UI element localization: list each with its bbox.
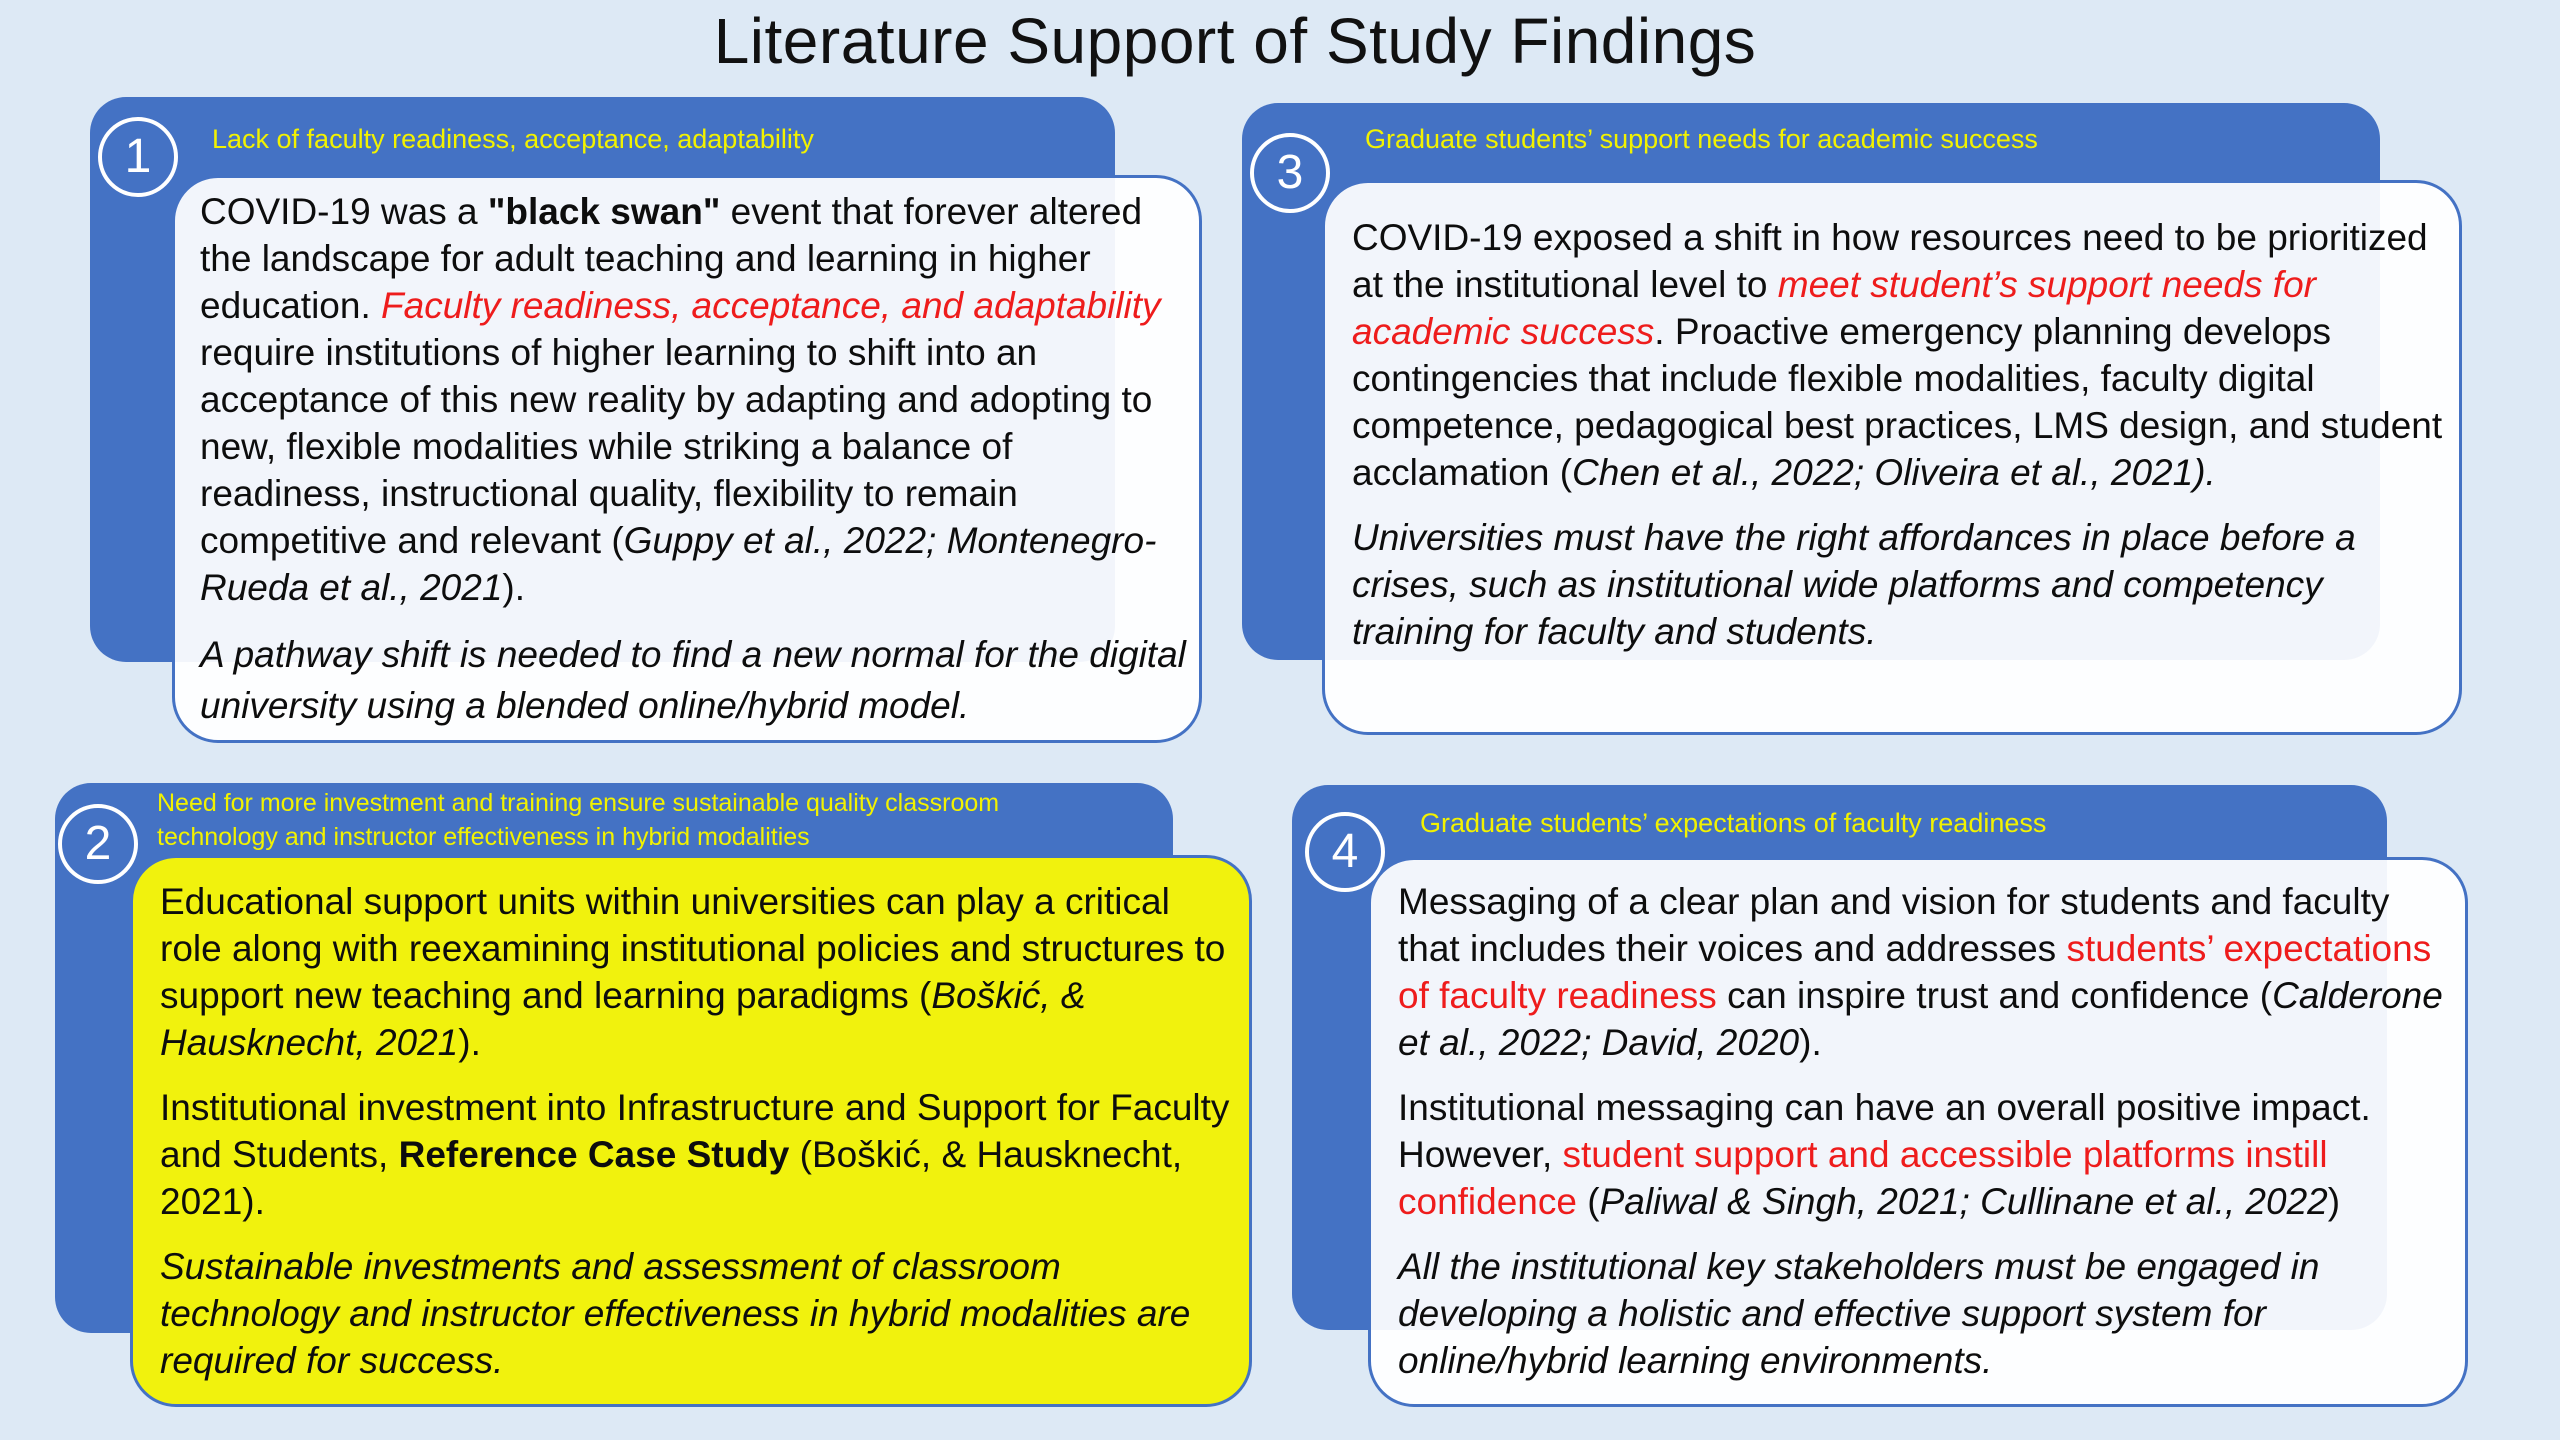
panel-4-label: Graduate students’ expectations of faculty readiness (1420, 808, 2047, 838)
panel-1-paragraph-2: A pathway shift is needed to find a new normal for the digital university using a blended online/hybrid model. (200, 634, 1186, 726)
reference-case-study: Reference Case Study (398, 1134, 790, 1175)
panel-3-text (1352, 214, 2447, 673)
panel-4-paragraph-1: Messaging of a clear plan and vision for students and faculty that includes their voices and addresses students’ expectations of faculty readiness can inspire trust and confidence (Calderone et al., 2022; David, 2020). (1398, 881, 2443, 1063)
panel-4-highlight-2: student support and accessible platforms instill confidence (1398, 1134, 2328, 1222)
panel-1-text (200, 188, 1190, 749)
panel-2-label: Need for more investment and training ensure sustainable quality classroom technology and instructor effectiveness in hybrid modalities (157, 789, 1000, 851)
panel-3-number: 3 (1250, 133, 1330, 213)
panel-3-highlight: meet student’s support needs for academic success (1352, 264, 2316, 352)
panel-2-number: 2 (58, 804, 138, 884)
panel-4-text (1398, 878, 2458, 1402)
panel-4-paragraph-3: All the institutional key stakeholders must be engaged in developing a holistic and effective support system for online/hybrid learning environments. (1398, 1246, 2320, 1381)
slide-title: Literature Support of Study Findings (713, 5, 1757, 77)
panel-1-label: Lack of faculty readiness, acceptance, adaptability (212, 124, 814, 154)
panel-4-highlight-1: students’ expectations of faculty readiness (1398, 928, 2432, 1016)
panel-1-number: 1 (98, 117, 178, 197)
panel-4-number: 4 (1305, 812, 1385, 892)
panel-2-paragraph-2: Institutional investment into Infrastructure and Support for Faculty and Students, Reference Case Study (Boškić, & Hausknecht, 2021). (160, 1087, 1230, 1222)
panel-3-paragraph-1: COVID-19 exposed a shift in how resources need to be prioritized at the institutional level to meet student’s support needs for academic success. Proactive emergency planning develops contingencies that include flexible modalities, faculty digital competence, pedagogical best practices, LMS design, and student acclamation (Chen et al., 2022; Oliveira et al., 2021). (1352, 217, 2443, 493)
panel-2-text (160, 878, 1240, 1402)
panel-2-paragraph-1: Educational support units within universities can play a critical role along with reexamining institutional policies and structures to support new teaching and learning paradigms (Boškić, & Hausknecht, 2021). (160, 881, 1226, 1063)
panel-4-paragraph-2: Institutional messaging can have an overall positive impact. However, student support and accessible platforms instill confidence (Paliwal & Singh, 2021; Cullinane et al., 2022) (1398, 1087, 2371, 1222)
panel-1-paragraph-1: COVID-19 was a "black swan" event that forever altered the landscape for adult teaching and learning in higher education. Faculty readiness, acceptance, and adaptability require institutions of higher learning to shift into an acceptance of this new reality by adapting and adopting to new, flexible modalities while striking a balance of readiness, instructional quality, flexibility to remain competitive and relevant (Guppy et al., 2022; Montenegro-Rueda et al., 2021). (200, 191, 1161, 608)
panel-2-paragraph-3: Sustainable investments and assessment of classroom technology and instructor effectiveness in hybrid modalities are required for success. (160, 1246, 1191, 1381)
panel-3-label: Graduate students’ support needs for academic success (1365, 124, 2038, 154)
panel-3-paragraph-2: Universities must have the right affordances in place before a crises, such as institutional wide platforms and competency training for faculty and students. (1352, 517, 2356, 652)
panel-1-highlight: Faculty readiness, acceptance, and adaptability (381, 285, 1161, 326)
